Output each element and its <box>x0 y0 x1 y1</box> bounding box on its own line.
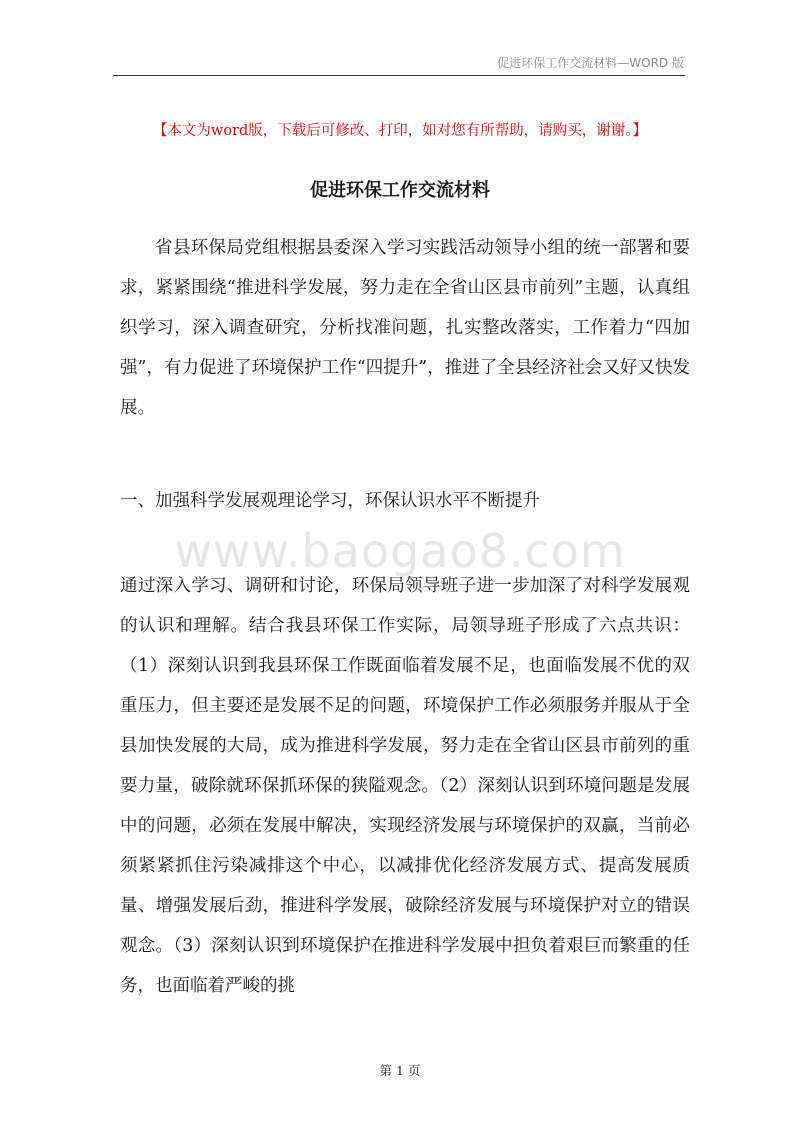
document-title: 促进环保工作交流材料 <box>310 180 490 201</box>
intro-paragraph: 省县环保局党组根据县委深入学习实践活动领导小组的统一部署和要求，紧紧围绕“推进科学发展，努力走在全省山区县市前列”主题，认真组织学习，深入调查研究，分析找准问题，扎实整改落实，工作着力“四加强”，有力促进了环境保护工作“四提升”，推进了全县经济社会又好又快发展。 <box>120 238 690 418</box>
body-paragraph-2: 通过深入学习、调研和讨论，环保局领导班子进一步加深了对科学发展观的认识和理解。结合我县环保工作实际，局领导班子形成了六点共识：（1）深刻认识到我县环保工作既面临着发展不足，也面临发展不优的双重压力，但主要还是发展不足的问题，环境保护工作必须服务并服从于全县加快发展的大局，成为推进科学发展，努力走在全省山区县市前列的重要力量，破除就环保抓环保的狭隘观念。（2）深刻认识到环境问题是发展中的问题，必须在发展中解决，实现经济发展与环境保护的双赢，当前必须紧紧抓住污染减排这个中心，以减排优化经济发展方式、提高发展质量、增强发展后劲，推进科学发展，破除经济发展与环境保护对立的错误观念。（3）深刻认识到环境保护在推进科学发展中担负着艰巨而繁重的任务，也面临着严峻的挑 <box>120 576 690 996</box>
running-header: 促进环保工作交流材料—WORD 版 <box>497 56 684 70</box>
page-number: 第 1 页 <box>379 1063 421 1078</box>
site-watermark: www.baogao8.com <box>174 524 626 578</box>
purchase-notice: 【本文为word版，下载后可修改、打印，如对您有所帮助，请购买，谢谢。】 <box>152 123 648 139</box>
header-divider <box>113 75 685 76</box>
section-heading-1: 一、加强科学发展观理论学习，环保认识水平不断提升 <box>120 491 540 511</box>
